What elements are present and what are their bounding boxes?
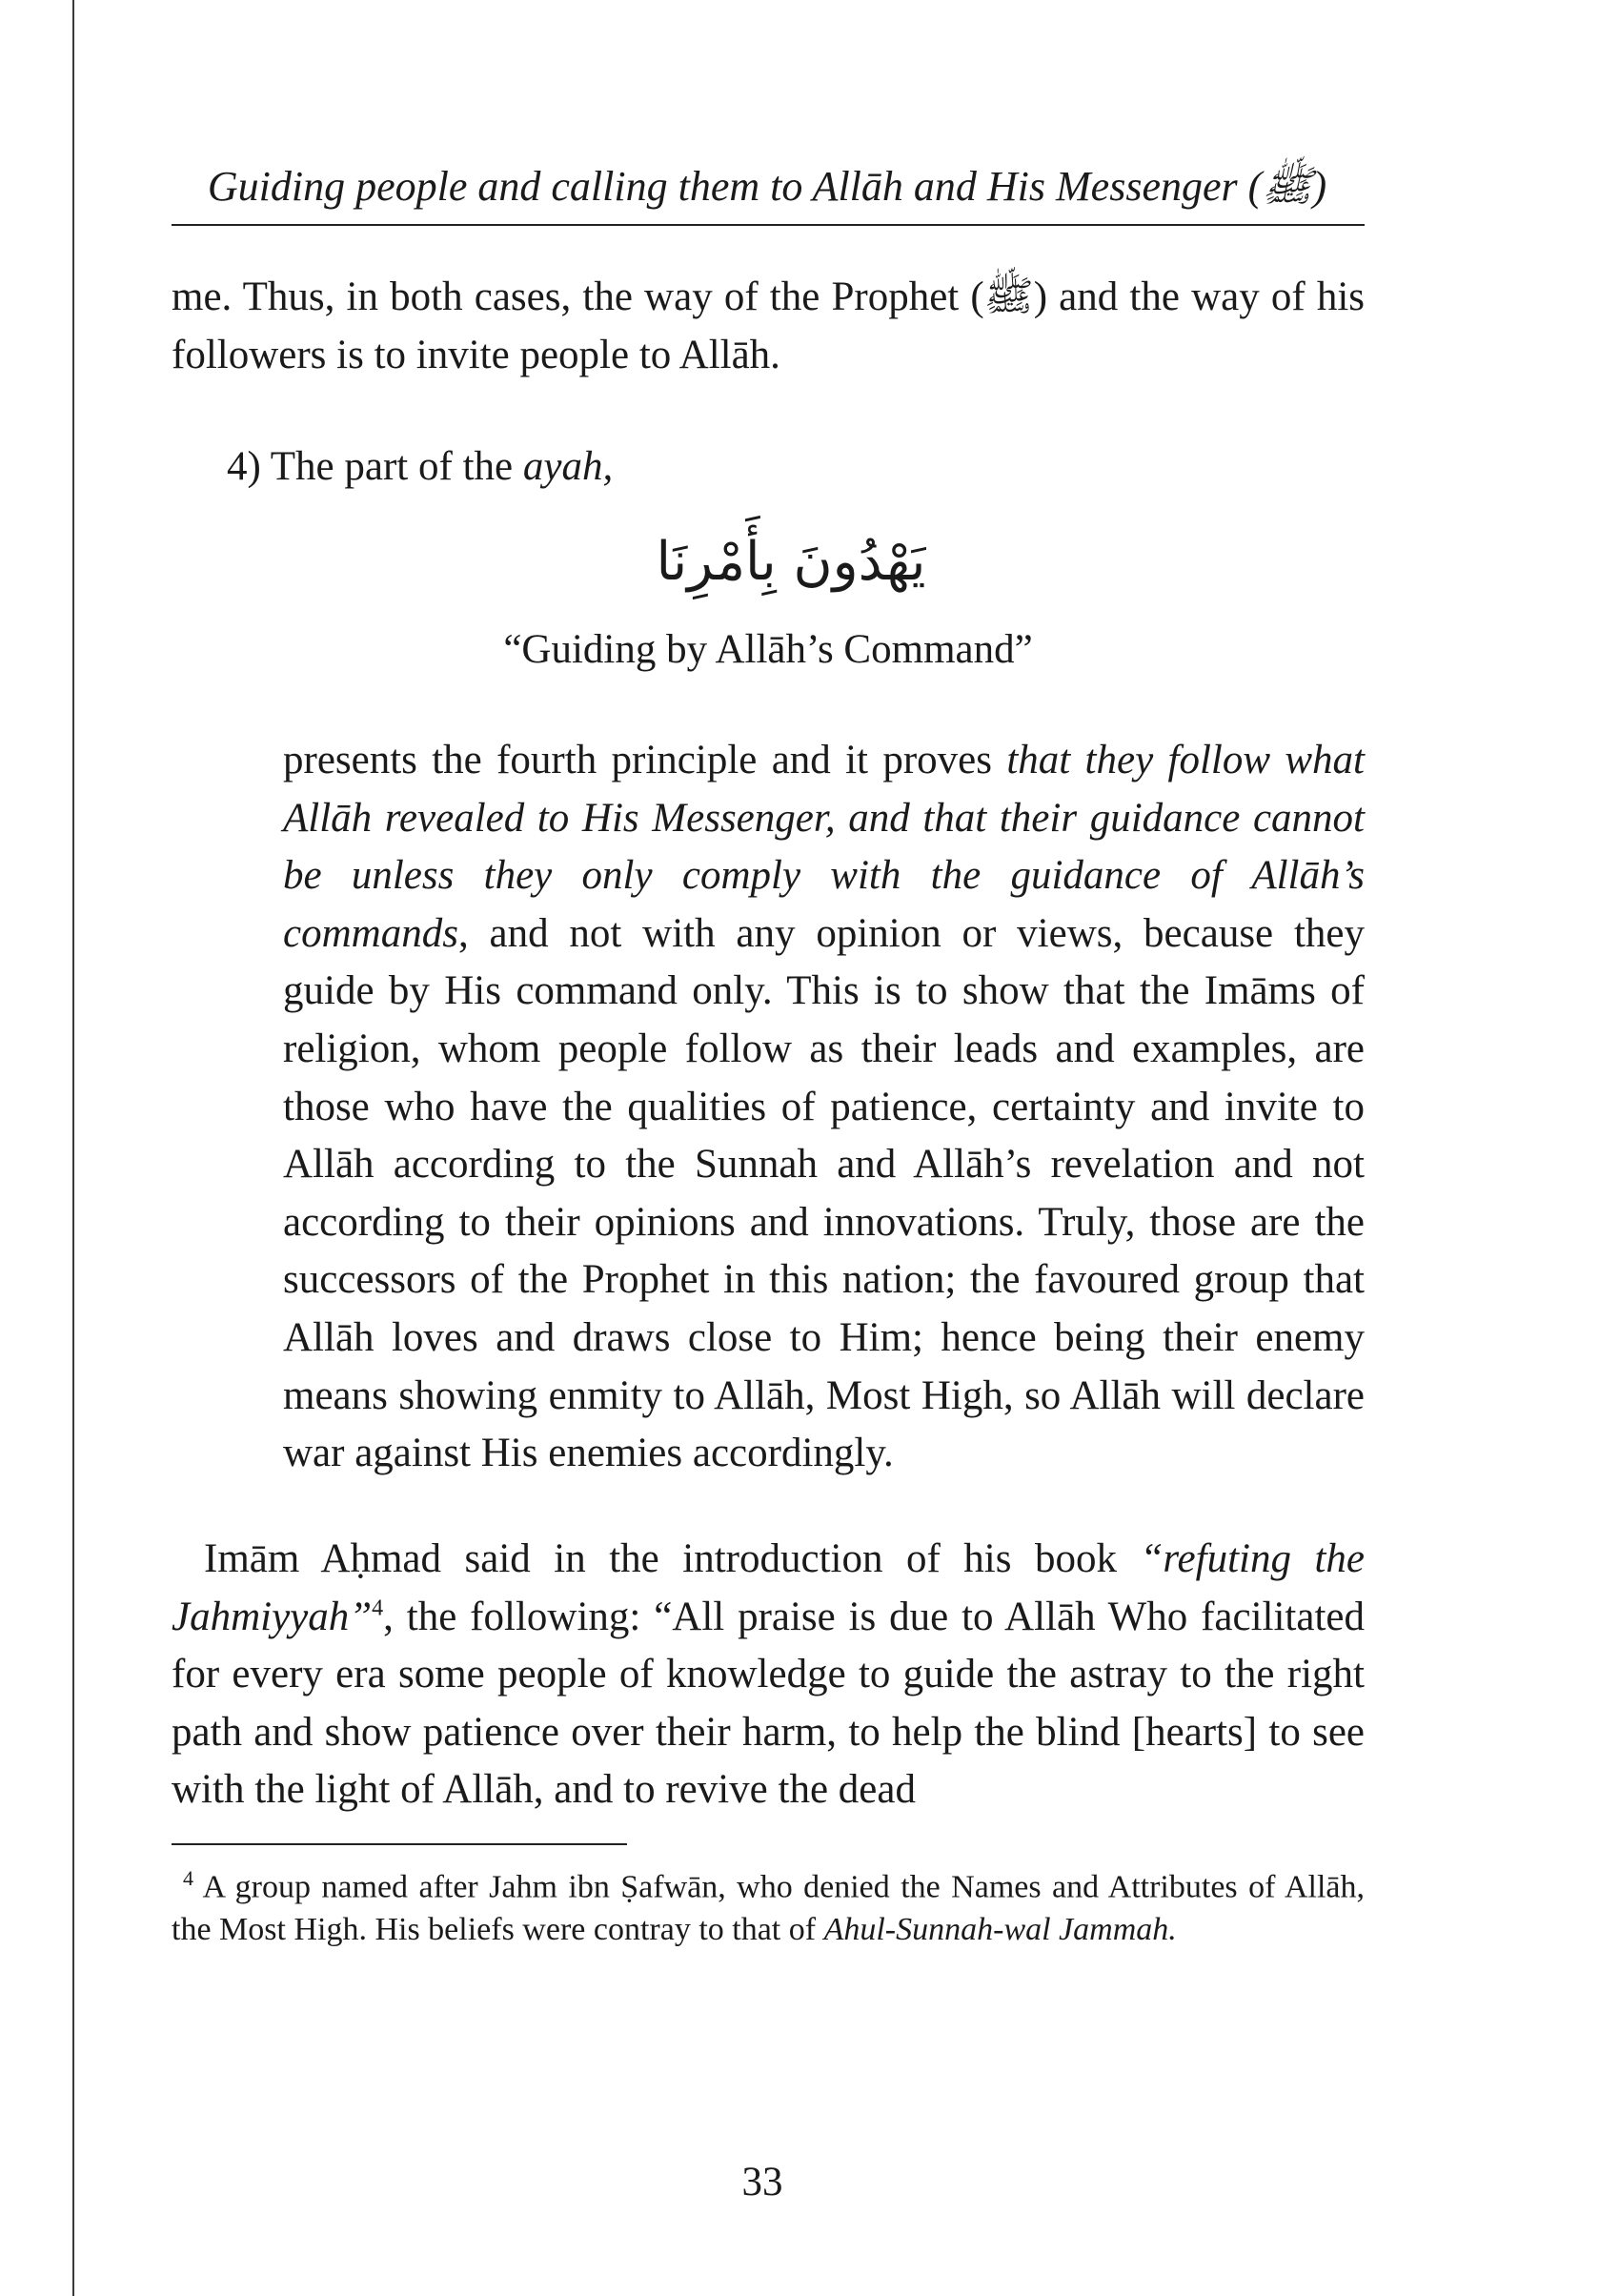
footnote-rule [172, 1843, 627, 1845]
ayah-term: ayah, [522, 444, 614, 489]
p3-end: , the following: “All praise is due to Allāh Who facilitated for every era some people of knowledge to guide the astray to the right path and show patience over their harm, to help the blind [hearts] to see with the light of Allāh, and to revive the dead [172, 1594, 1365, 1812]
arabic-verse: يَهْدُونَ بِأَمْرِنَا [656, 531, 926, 593]
paragraph-continuation: me. Thus, in both cases, the way of the Prophet (ﷺ) and the way of his followers is to invite people to Allāh. [172, 274, 1366, 377]
indented-paragraph [283, 732, 1365, 1483]
page-margin-line [72, 0, 74, 2296]
footnote-text: A group named after Jahm ibn Ṣafwān, who denied the Names and Attributes of Allāh, the Most High. His beliefs were contray to that of [172, 1869, 1365, 1948]
verse-translation: “Guiding by Allāh’s Command” [503, 627, 1033, 672]
imam-ahmad-paragraph [172, 1531, 1365, 1819]
header-rule [172, 224, 1365, 226]
footnote-marker: 4 [183, 1866, 193, 1890]
p3-start: Imām Aḥmad said in the introduction of his book [204, 1536, 1141, 1581]
point-4-prefix: 4) The part of the [227, 444, 523, 489]
p2-end: , and not with any opinion or views, because they guide by His command only. This is to show that the Imāms of religion, whom people follow as their leads and examples, are those who have the qualities of patience, certainty and invite to Allāh according to the Sunnah and Allāh’s revelation and not according to their opinions and innovations. Truly, those are the successors of the Prophet in this nation; the favoured group that Allāh loves and draws close to Him; hence being their enemy means showing enmity to Allāh, Most High, so Allāh will declare war against His enemies accordingly. [283, 910, 1365, 1476]
page-number: 33 [741, 2160, 783, 2205]
footnote [172, 1857, 1365, 1951]
footnote-italic: Ahul-Sunnah-wal Jammah. [823, 1912, 1177, 1948]
p2-start: presents the fourth principle and it proves [283, 738, 1007, 782]
footnote-ref: 4 [372, 1595, 384, 1621]
point-4-intro [227, 438, 613, 496]
running-head: Guiding people and calling them to Allāh and His Messenger (ﷺ) [207, 163, 1327, 210]
book-title: “refuting the Jahmiyyah” [172, 1536, 1365, 1639]
p2-italic: that they follow what Allāh revealed to His Messenger, and that their guidance cannot be unless they only comply with the guidance of Allāh’s commands [283, 738, 1365, 956]
